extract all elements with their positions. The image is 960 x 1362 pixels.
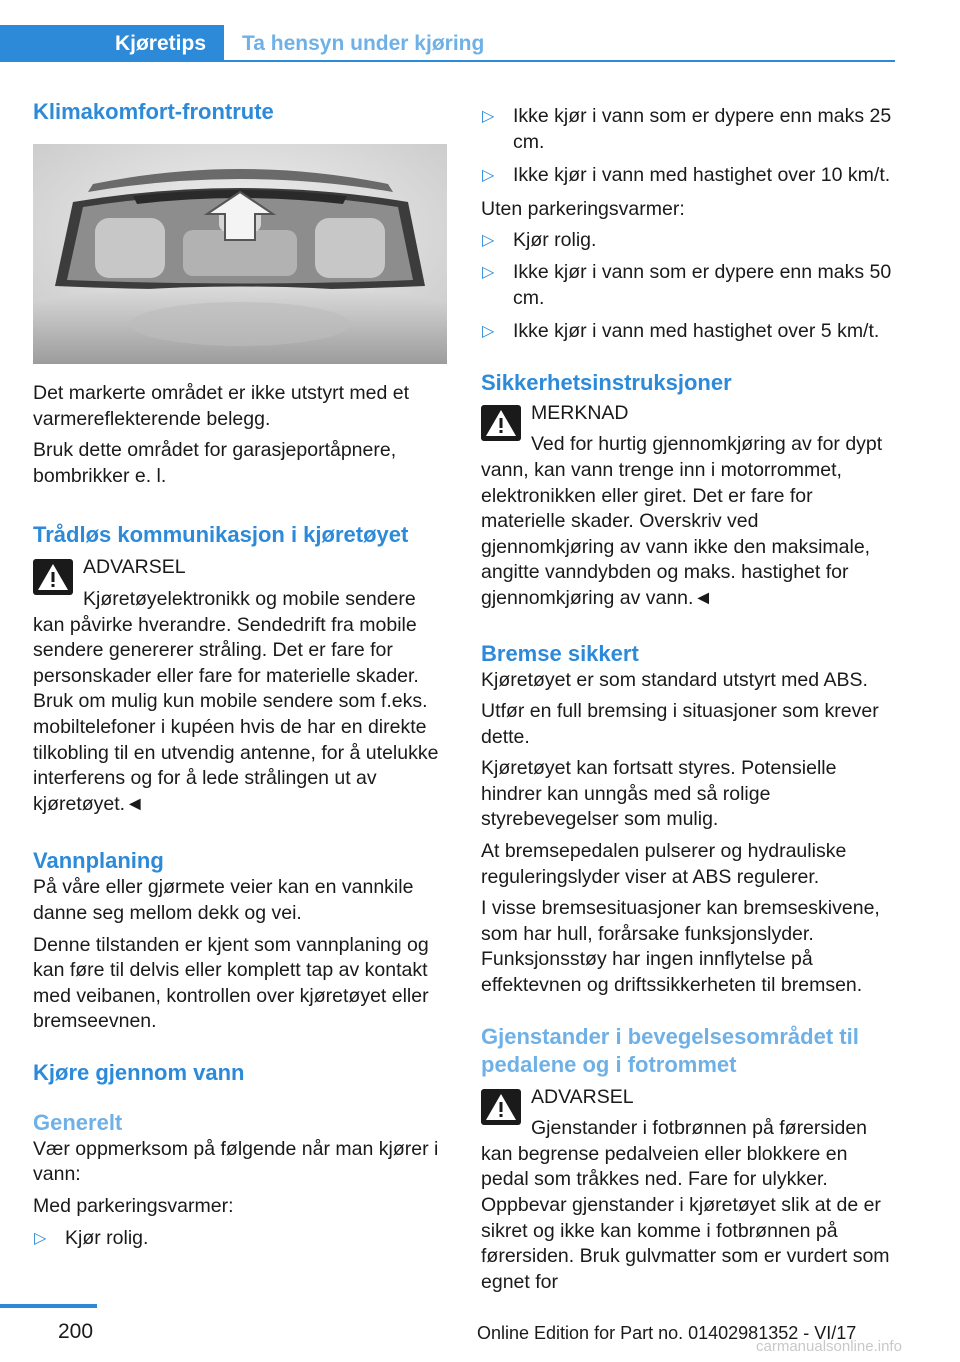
list-item: ▷ Ikke kjør i vann med hastighet over 5 km/t.: [481, 319, 896, 345]
left-column: [33, 98, 450, 1251]
notice-box: [481, 401, 896, 612]
windshield-photo: [33, 144, 447, 364]
warning-triangle-icon: [481, 1089, 521, 1125]
triangle-bullet-icon: ▷: [482, 323, 495, 341]
paragraph: På våre eller gjørmete veier kan en vannkile danne seg mellom dekk og vei.: [33, 876, 414, 924]
paragraph: Bruk dette området for garasjeportåpnere, bombrikker e. l.: [33, 439, 397, 487]
warning-text: Gjenstander i fotbrønnen på førersiden kan begrense pedalveien eller blokkere en pedal som tråkkes ned. Fare for ulykker. Oppbevar gjenstander i kjøretøyet slik at de er sikret og ikke kan komme i fotbrønnen på førersiden. Bruk gulvmatter som er vurdert som egnet for: [481, 1117, 890, 1293]
warning-box: [481, 1085, 896, 1296]
bullet-list: [481, 228, 896, 344]
section-title-sikkerhet: Sikkerhetsinstruksjoner: [481, 369, 732, 395]
paragraph: Denne tilstanden er kjent som vannplaning og kan føre til delvis eller komplett tap av kontakt med veibanen, kontrollen over kjøretøyet eller bremseevnen.: [33, 933, 429, 1033]
section-title-bremse: Bremse sikkert: [481, 640, 639, 666]
page-number: 200: [58, 1320, 94, 1343]
list-item: ▷ Kjør rolig.: [33, 1226, 450, 1252]
section-title-kjore-gjennom-vann: Kjøre gjennom vann: [33, 1059, 245, 1085]
section-title-gjenstander: Gjenstander i bevegelsesområdet til pedalene og i fotrommet: [481, 1023, 859, 1077]
tab-kjoretips-label: Kjøretips: [114, 32, 206, 55]
tab-kjoretips: [0, 25, 224, 62]
warning-label: ADVARSEL: [83, 556, 186, 579]
list-item: ▷ Ikke kjør i vann som er dypere enn maks 25 cm.: [482, 105, 892, 153]
footer-rule: [0, 1304, 97, 1308]
notice-text: Ved for hurtig gjennomkjøring av for dypt vann, kan vann trenge inn i motorrommet, elektronikken eller giret. Det er fare for materielle skader. Overskriv ved gjennomkjøring av vann ikke den maksimale, angitte vanndybden og maks. hastighet for gjennomkjøring av vann.◄: [481, 433, 883, 609]
triangle-bullet-icon: ▷: [482, 232, 495, 250]
page-header: [0, 0, 960, 64]
edition-note: Online Edition for Part no. 01402981352 - VI/17: [477, 1323, 857, 1343]
paragraph: Kjøretøyet kan fortsatt styres. Potensielle hindrer kan unngås med så rolige styrebevegelser som mulig.: [481, 757, 837, 831]
paragraph: Utfør en full bremsing i situasjoner som krever dette.: [481, 700, 879, 748]
section-title-tradlos: Trådløs kommunikasjon i kjøretøyet: [33, 522, 409, 548]
paragraph: Kjøretøyet er som standard utstyrt med ABS.: [481, 668, 868, 691]
right-column: [481, 104, 896, 1295]
paragraph: Det markerte området er ikke utstyrt med et varmereflekterende belegg.: [33, 382, 410, 430]
paragraph: I visse bremsesituasjoner kan bremseskivene, som har hull, forårsake funksjonslyder. Funksjonsstøy har ingen innflytelse på effektevnen og driftssikkerheten til bremsen.: [481, 897, 880, 997]
subsection-title-generelt: Generelt: [33, 1109, 123, 1135]
triangle-bullet-icon: ▷: [482, 167, 495, 185]
bullet-list: [481, 104, 896, 189]
tab-ta-hensyn: Ta hensyn under kjøring: [242, 32, 485, 55]
warning-label: ADVARSEL: [531, 1085, 634, 1108]
bullet-list: [33, 1226, 450, 1252]
notice-label: MERKNAD: [531, 401, 629, 424]
paragraph: At bremsepedalen pulserer og hydrauliske reguleringslyder viser at ABS regulerer.: [481, 840, 847, 888]
paragraph: Uten parkeringsvarmer:: [481, 197, 685, 220]
section-title-klimakomfort: Klimakomfort-frontrute: [33, 99, 274, 124]
triangle-bullet-icon: ▷: [482, 263, 495, 281]
header-rule: [0, 60, 895, 62]
list-item: ▷ Ikke kjør i vann som er dypere enn maks 50 cm.: [482, 260, 892, 309]
warning-triangle-icon: [481, 405, 521, 441]
triangle-bullet-icon: ▷: [482, 108, 495, 125]
paragraph: Vær oppmerksom på følgende når man kjører i vann:: [33, 1137, 439, 1186]
list-item: ▷ Kjør rolig.: [481, 228, 896, 254]
list-item: ▷ Ikke kjør i vann med hastighet over 10 km/t.: [481, 163, 896, 189]
triangle-bullet-icon: ▷: [34, 1229, 47, 1247]
section-title-vannplaning: Vannplaning: [33, 848, 164, 874]
warning-triangle-icon: [33, 559, 73, 595]
paragraph: Med parkeringsvarmer:: [33, 1195, 234, 1218]
watermark: carmanualsonline.info: [756, 1338, 902, 1355]
warning-box: [33, 555, 450, 817]
warning-text: Kjøretøyelektronikk og mobile sendere kan påvirke hverandre. Sendedrift fra mobile sendere genererer stråling. Det er fare for personskader eller fare for materielle skader. Bruk om mulig kun mobile sendere som f.eks. mobiltelefoner i kupéen hvis de har en direkte tilkobling til en utvendig antenne, for å utelukke interferens og for å lede strålingen ut av kjøretøyet.◄: [33, 587, 439, 815]
